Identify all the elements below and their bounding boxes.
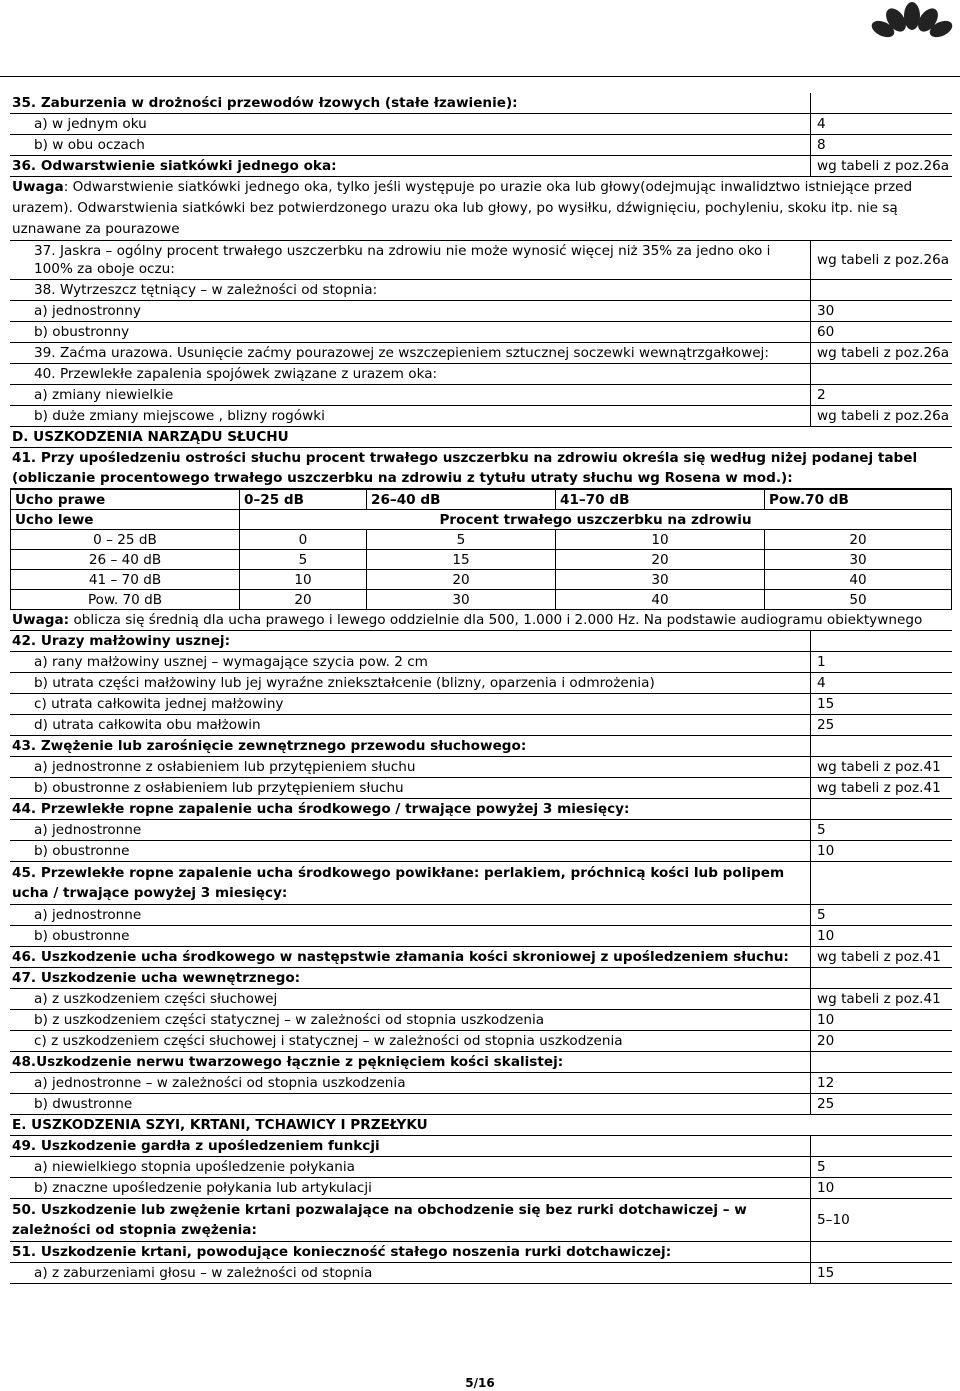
list-item [10, 652, 952, 673]
eye-items-block-2 [10, 241, 952, 427]
list-item [10, 1094, 952, 1115]
fan-petals-logo [866, 2, 958, 42]
left-ear-range: 0 – 25 dB [11, 530, 240, 550]
item-value: 60 [810, 322, 952, 342]
left-ear-range: 41 – 70 dB [11, 570, 240, 590]
table-row [11, 530, 952, 550]
table-cell: 20 [367, 570, 556, 590]
left-ear-range: Pow. 70 dB [11, 590, 240, 610]
throat-items-block [10, 1136, 952, 1284]
item-label: b) obustronne [34, 928, 130, 944]
list-item [10, 926, 952, 947]
list-item [10, 1136, 952, 1157]
table-row [11, 590, 952, 610]
item-value [810, 968, 952, 988]
list-item [10, 968, 952, 989]
list-item [10, 1031, 952, 1052]
item-value: 30 [810, 301, 952, 321]
item-label: 43. Zwężenie lub zarośnięcie zewnętrznego przewodu słuchowego: [12, 738, 527, 754]
item-value [810, 1052, 952, 1072]
item-value [810, 862, 952, 904]
list-item [10, 93, 952, 114]
item-value: 1 [810, 652, 952, 672]
list-item [10, 322, 952, 343]
item-value [810, 736, 952, 756]
table-cell: 15 [367, 550, 556, 570]
item-value: wg tabeli z poz.26a [810, 241, 952, 279]
item-label: a) w jednym oku [34, 116, 147, 132]
item-value [810, 93, 952, 113]
item-label: 35. Zaburzenia w drożności przewodów łzowych (stałe łzawienie): [12, 95, 518, 111]
table-cell: 30 [765, 550, 952, 570]
item-value [810, 799, 952, 819]
list-item [10, 631, 952, 652]
item-value: 10 [810, 1010, 952, 1030]
page-number: 5/16 [465, 1376, 495, 1390]
list-item [10, 1157, 952, 1178]
list-item [10, 1010, 952, 1031]
item-label: a) z zaburzeniami głosu – w zależności od stopnia [34, 1265, 373, 1281]
item-value: 4 [810, 673, 952, 693]
item-label: a) jednostronne [34, 822, 142, 838]
item-label: a) rany małżowiny usznej – wymagające szycia pow. 2 cm [34, 654, 428, 670]
item-value: 15 [810, 694, 952, 714]
table-cell: 0 [240, 530, 367, 550]
item-label: 51. Uszkodzenie krtani, powodujące konieczność stałego noszenia rurki dotchawiczej: [12, 1244, 672, 1260]
item-label: a) niewielkiego stopnia upośledzenie połykania [34, 1159, 355, 1175]
table-caption: Procent trwałego uszczerbku na zdrowiu [240, 510, 952, 530]
item-value: wg tabeli z poz.26a [810, 343, 952, 363]
item-label: b) duże zmiany miejscowe , blizny rogówki [34, 408, 325, 424]
table-cell: 30 [556, 570, 765, 590]
item-label: 36. Odwarstwienie siatkówki jednego oka: [12, 158, 337, 174]
table-cell: 30 [367, 590, 556, 610]
item-label: 39. Zaćma urazowa. Usunięcie zaćmy pourazowej ze wszczepieniem sztucznej soczewki wewnątrzgałkowej: [34, 345, 769, 361]
list-item [10, 799, 952, 820]
item-label: c) utrata całkowita jednej małżowiny [34, 696, 284, 712]
item-label: 44. Przewlekłe ropne zapalenie ucha środkowego / trwające powyżej 3 miesięcy: [12, 801, 630, 817]
list-item [10, 841, 952, 862]
item-label: 46. Uszkodzenie ucha środkowego w następstwie złamania kości skroniowej z upośledzeniem słuchu: [12, 949, 789, 965]
list-item [10, 715, 952, 736]
item-label: a) jednostronne – w zależności od stopnia uszkodzenia [34, 1075, 406, 1091]
item-value: 5 [810, 1157, 952, 1177]
right-ear-label: Ucho prawe [11, 490, 240, 510]
item-value [810, 364, 952, 384]
item-label: b) z uszkodzeniem części statycznej – w zależności od stopnia uszkodzenia [34, 1012, 545, 1028]
eye-items-block [10, 93, 952, 177]
item-value: 25 [810, 1094, 952, 1114]
item-label: d) utrata całkowita obu małżowin [34, 717, 261, 733]
item-value: 20 [810, 1031, 952, 1051]
list-item [10, 156, 952, 177]
item-value: wg tabeli z poz.41 [810, 989, 952, 1009]
item-value [810, 1136, 952, 1156]
item-value: 10 [810, 841, 952, 861]
item-value [810, 280, 952, 300]
left-ear-range: 26 – 40 dB [11, 550, 240, 570]
list-item [10, 673, 952, 694]
item-value: 2 [810, 385, 952, 405]
item-label: 48.Uszkodzenie nerwu twarzowego łącznie z pęknięciem kości skalistej: [12, 1054, 564, 1070]
list-item [10, 757, 952, 778]
item-label: b) obustronne [34, 843, 130, 859]
item-label: 45. Przewlekłe ropne zapalenie ucha środkowego powikłane: perlakiem, próchnicą kości lub polipem ucha / trwające powyżej 3 miesięcy: [12, 865, 785, 901]
table-cell: 10 [240, 570, 367, 590]
item-label: 42. Urazy małżowiny usznej: [12, 633, 231, 649]
item-label: 37. Jaskra – ogólny procent trwałego uszczerbku na zdrowiu nie może wynosić więcej niż 35% za jedno oko i 100% za oboje oczu: [34, 243, 771, 277]
list-item [10, 135, 952, 156]
right-col-4: Pow.70 dB [765, 490, 952, 510]
item-value: 4 [810, 114, 952, 134]
item-label: b) dwustronne [34, 1096, 133, 1112]
item-label: a) jednostronne [34, 907, 142, 923]
item-label: b) obustronne z osłabieniem lub przytępieniem słuchu [34, 780, 404, 796]
table-cell: 40 [556, 590, 765, 610]
table-cell: 20 [240, 590, 367, 610]
item-label: c) z uszkodzeniem części słuchowej i statycznej – w zależności od stopnia uszkodzenia [34, 1033, 623, 1049]
table-row [11, 570, 952, 590]
item-value: 25 [810, 715, 952, 735]
table-cell: 20 [765, 530, 952, 550]
item-label: 47. Uszkodzenie ucha wewnętrznego: [12, 970, 301, 986]
item-value: wg tabeli z poz.41 [810, 947, 952, 967]
table-cell: 40 [765, 570, 952, 590]
item-label: b) utrata części małżowiny lub jej wyraźne zniekształcenie (blizny, oparzenia i odmrożenia) [34, 675, 655, 691]
list-item [10, 1178, 952, 1199]
left-ear-label: Ucho lewe [11, 510, 240, 530]
note-41: Uwaga: oblicza się średnią dla ucha prawego i lewego oddzielnie dla 500, 1.000 i 2.000 Hz. Na podstawie audiogramu obiektywnego [10, 610, 952, 631]
list-item [10, 385, 952, 406]
list-item [10, 1073, 952, 1094]
item-41-heading: 41. Przy upośledzeniu ostrości słuchu procent trwałego uszczerbku na zdrowiu określa się według niżej podanej tabel (obliczanie procentowego trwałego uszczerbku na zdrowiu z tytułu utraty słuchu wg Rosena w mod.): [10, 448, 952, 489]
item-label: a) jednostronne z osłabieniem lub przytępieniem słuchu [34, 759, 416, 775]
item-label: 40. Przewlekłe zapalenia spojówek związane z urazem oka: [34, 366, 438, 382]
section-d-heading: D. USZKODZENIA NARZĄDU SŁUCHU [10, 427, 952, 448]
item-value: 10 [810, 1178, 952, 1198]
item-value: wg tabeli z poz.26a [810, 406, 952, 426]
item-label: b) znaczne upośledzenie połykania lub artykulacji [34, 1180, 372, 1196]
item-value: 5 [810, 820, 952, 840]
list-item [10, 343, 952, 364]
list-item [10, 280, 952, 301]
item-label: b) obustronny [34, 324, 130, 340]
table-cell: 5 [367, 530, 556, 550]
item-value [810, 1242, 952, 1262]
right-col-1: 0–25 dB [240, 490, 367, 510]
table-cell: 50 [765, 590, 952, 610]
list-item [10, 820, 952, 841]
item-value: wg tabeli z poz.41 [810, 757, 952, 777]
item-value: 10 [810, 926, 952, 946]
list-item [10, 947, 952, 968]
document-body [10, 93, 952, 1284]
list-item [10, 1052, 952, 1073]
item-value: 8 [810, 135, 952, 155]
item-label: a) jednostronny [34, 303, 141, 319]
hearing-table [10, 489, 952, 610]
right-col-2: 26–40 dB [367, 490, 556, 510]
item-label: a) zmiany niewielkie [34, 387, 174, 403]
note-36: Uwaga: Odwarstwienie siatkówki jednego oka, tylko jeśli występuje po urazie oka lub głowy(odejmując inwalidztwo istniejące przed urazem). Odwarstwienia siatkówki bez potwierdzonego urazu oka lub głowy, po wysiłku, dźwignięciu, pochyleniu, skoku itp. nie są uznawane za pourazowe [10, 177, 952, 241]
list-item [10, 1199, 952, 1242]
item-label: b) w obu oczach [34, 137, 145, 153]
section-e-heading: E. USZKODZENIA SZYI, KRTANI, TCHAWICY I PRZEŁYKU [10, 1115, 952, 1136]
list-item [10, 406, 952, 427]
table-cell: 20 [556, 550, 765, 570]
list-item [10, 862, 952, 905]
list-item [10, 778, 952, 799]
item-value: wg tabeli z poz.41 [810, 778, 952, 798]
list-item [10, 301, 952, 322]
list-item [10, 905, 952, 926]
table-row [11, 550, 952, 570]
item-label: 49. Uszkodzenie gardła z upośledzeniem funkcji [12, 1138, 380, 1154]
ear-items-block [10, 631, 952, 1115]
item-value: 5–10 [810, 1199, 952, 1241]
table-cell: 10 [556, 530, 765, 550]
item-label: a) z uszkodzeniem części słuchowej [34, 991, 278, 1007]
item-value: 15 [810, 1263, 952, 1283]
item-label: 50. Uszkodzenie lub zwężenie krtani pozwalające na obchodzenie się bez rurki dotchawiczej – w zależności od stopnia zwężenia: [12, 1202, 747, 1238]
header-rule [0, 76, 960, 77]
item-label: 38. Wytrzeszcz tętniący – w zależności od stopnia: [34, 282, 378, 298]
item-value: 12 [810, 1073, 952, 1093]
list-item [10, 241, 952, 280]
table-cell: 5 [240, 550, 367, 570]
list-item [10, 989, 952, 1010]
list-item [10, 1242, 952, 1263]
right-col-3: 41–70 dB [556, 490, 765, 510]
list-item [10, 364, 952, 385]
list-item [10, 736, 952, 757]
item-value: wg tabeli z poz.26a [810, 156, 952, 176]
list-item [10, 1263, 952, 1284]
item-value: 5 [810, 905, 952, 925]
list-item [10, 694, 952, 715]
list-item [10, 114, 952, 135]
item-value [810, 631, 952, 651]
